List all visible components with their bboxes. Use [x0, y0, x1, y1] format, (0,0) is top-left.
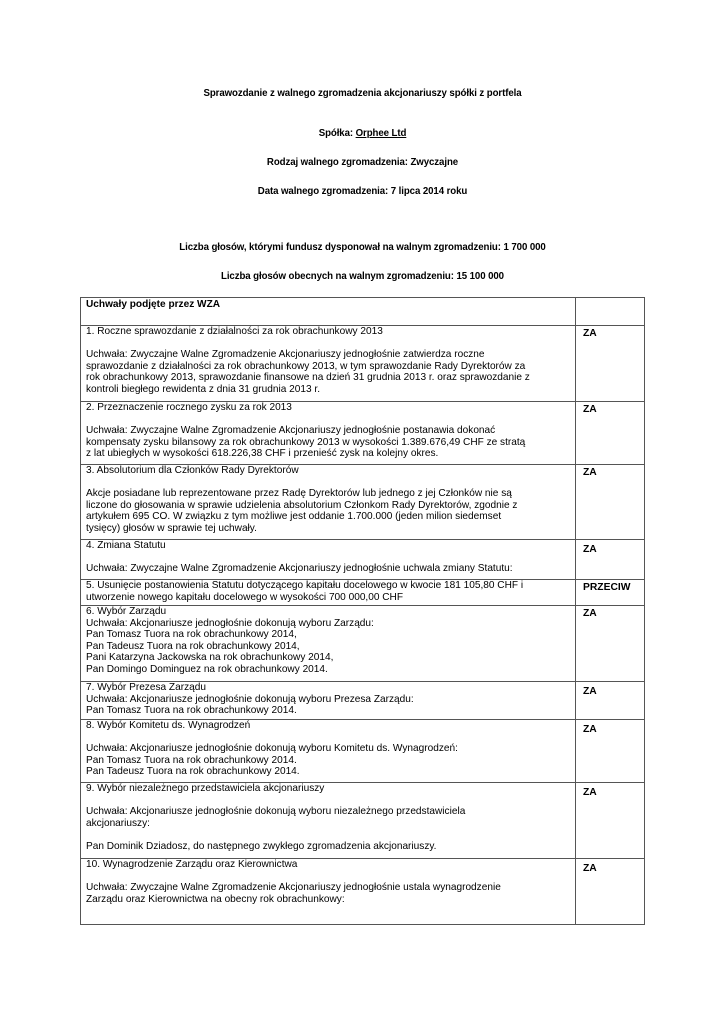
table-row: [81, 859, 645, 925]
resolutions-table: [80, 297, 645, 925]
resolution-title: 5. Usunięcie postanowienia Statutu dotyczącego kapitału docelowego w kwocie 181 105,80 CHF i: [86, 580, 524, 591]
resolution-title: 1. Roczne sprawozdanie z działalności za rok obrachunkowy 2013: [86, 326, 383, 337]
meeting-type: Rodzaj walnego zgromadzenia: Zwyczajne: [266, 157, 459, 168]
resolution-cell: [81, 720, 576, 783]
vote-result: ZA: [576, 540, 645, 580]
table-row: [81, 402, 645, 465]
resolution-cell: [81, 606, 576, 682]
resolution-text-line: Uchwała: Zwyczajne Walne Zgromadzenie Akcjonariuszy jednogłośnie uchwala zmiany Statutu:: [86, 563, 513, 575]
resolution-text-line: z lat ubiegłych w wysokości 618.226,38 CHF i przenieść zysk na kolejny okres.: [86, 448, 439, 460]
resolution-cell: [81, 326, 576, 402]
resolution-cell: [81, 540, 576, 580]
vote-result: ZA: [576, 783, 645, 859]
resolution-text-line: Pan Tadeusz Tuora na rok obrachunkowy 2014,: [86, 640, 300, 652]
resolution-text-line: Pan Tadeusz Tuora na rok obrachunkowy 2014.: [86, 766, 300, 778]
table-heading: Uchwały podjęte przez WZA: [81, 298, 576, 326]
resolution-text-line: kompensaty zysku bilansowy za rok obrachunkowy 2013 w wysokości 1.389.676,49 CHF ze stratą: [86, 436, 526, 448]
vote-result: ZA: [576, 720, 645, 783]
resolution-text-line: Pan Tomasz Tuora na rok obrachunkowy 2014,: [86, 629, 297, 641]
resolution-title: 3. Absolutorium dla Członków Rady Dyrektorów: [86, 465, 299, 476]
table-row: [81, 540, 645, 580]
table-row: [81, 326, 645, 402]
table-heading-empty: [576, 298, 645, 326]
resolution-text-line: Uchwała: Zwyczajne Walne Zgromadzenie Akcjonariuszy jednogłośnie ustala wynagrodzenie: [86, 882, 501, 894]
resolution-text-line: sprawozdanie z działalności za rok obrachunkowy 2013, w tym sprawozdanie Rady Dyrektorów za: [86, 360, 526, 372]
table-row: [81, 606, 645, 682]
resolution-text-line: kontroli biegłego rewidenta z dnia 31 grudnia 2013 r.: [86, 383, 320, 395]
resolution-title: 8. Wybór Komitetu ds. Wynagrodzeń: [86, 720, 251, 731]
vote-result: ZA: [576, 326, 645, 402]
resolution-text-line: Uchwała: Zwyczajne Walne Zgromadzenie Akcjonariuszy jednogłośnie postanawia dokonać: [86, 425, 496, 437]
resolution-cell: [81, 682, 576, 720]
resolution-text-line: tysięcy) głosów w sprawie tej uchwały.: [86, 522, 257, 534]
resolution-text-line: Uchwała: Akcjonariusze jednogłośnie dokonują wyboru Prezesa Zarządu:: [86, 693, 414, 705]
resolution-text-line: Pan Dominik Dziadosz, do następnego zwykłego zgromadzenia akcjonariuszy.: [86, 840, 437, 852]
resolution-cell: [81, 465, 576, 540]
resolution-text-line: Uchwała: Akcjonariusze jednogłośnie dokonują wyboru Zarządu:: [86, 617, 374, 629]
table-row: [81, 682, 645, 720]
present-votes: Liczba głosów obecnych na walnym zgromadzeniu: 15 100 000: [221, 271, 504, 282]
resolution-text-line: Uchwała: Akcjonariusze jednogłośnie dokonują wyboru Komitetu ds. Wynagrodzeń:: [86, 743, 458, 755]
resolution-text-line: Pan Domingo Dominguez na rok obrachunkowy 2014.: [86, 663, 328, 675]
vote-result: ZA: [576, 859, 645, 925]
table-header-row: [81, 298, 645, 326]
resolution-text-line: Uchwała: Akcjonariusze jednogłośnie dokonują wyboru niezależnego przedstawiciela: [86, 806, 466, 818]
resolution-text-line: Akcje posiadane lub reprezentowane przez Radę Dyrektorów lub jednego z jej Członków nie są: [86, 488, 512, 500]
resolution-text-line: rok obrachunkowy 2013, sprawozdanie finansowe na dzień 31 grudnia 2013 r. oraz sprawozdanie z: [86, 372, 530, 384]
resolution-title: 9. Wybór niezależnego przedstawiciela akcjonariuszy: [86, 783, 325, 794]
company-name: Orphee Ltd: [355, 128, 407, 139]
resolution-text-line: Uchwała: Zwyczajne Walne Zgromadzenie Akcjonariuszy jednogłośnie zatwierdza roczne: [86, 349, 485, 361]
resolution-title: 4. Zmiana Statutu: [86, 540, 166, 551]
table-row: [81, 465, 645, 540]
resolution-text-line: artykułem 695 CO. W związku z tym możliwe jest oddanie 1.700.000 (jeden milion siedemset: [86, 511, 502, 523]
resolution-text-line: akcjonariuszy:: [86, 817, 150, 829]
resolution-text-line: Pan Tomasz Tuora na rok obrachunkowy 2014.: [86, 705, 297, 717]
resolution-title: 10. Wynagrodzenie Zarządu oraz Kierownictwa: [86, 859, 298, 870]
resolution-cell: [81, 783, 576, 859]
resolution-cell: [81, 859, 576, 925]
resolution-title: 2. Przeznaczenie rocznego zysku za rok 2013: [86, 402, 292, 413]
resolution-cell: [81, 402, 576, 465]
vote-result: PRZECIW: [576, 580, 645, 606]
vote-result: ZA: [576, 402, 645, 465]
resolution-text-line: liczone do głosowania w sprawie udzielenia absolutorium Członkom Rady Dyrektorów, zgodnie z: [86, 499, 518, 511]
table-row: [81, 720, 645, 783]
table-row: [81, 783, 645, 859]
resolution-text-line: Pan Tomasz Tuora na rok obrachunkowy 2014.: [86, 754, 297, 766]
report-title: Sprawozdanie z walnego zgromadzenia akcjonariuszy spółki z portfela: [203, 88, 522, 99]
meeting-date: Data walnego zgromadzenia: 7 lipca 2014 roku: [257, 186, 468, 197]
resolution-title-cont: utworzenie nowego kapitału docelowego w wysokości 700 000,00 CHF: [86, 591, 404, 603]
resolution-cell: [81, 580, 576, 606]
table-row: [81, 580, 645, 606]
vote-result: ZA: [576, 606, 645, 682]
resolution-text-line: Zarządu oraz Kierownictwa na obecny rok obrachunkowy:: [86, 893, 345, 905]
fund-votes: Liczba głosów, którymi fundusz dysponował na walnym zgromadzeniu: 1 700 000: [179, 242, 546, 253]
company-line: [22, 128, 704, 139]
vote-result: ZA: [576, 465, 645, 540]
resolution-text-line: Pani Katarzyna Jackowska na rok obrachunkowy 2014,: [86, 652, 334, 664]
resolution-title: 6. Wybór Zarządu: [86, 606, 167, 617]
resolution-title: 7. Wybór Prezesa Zarządu: [86, 682, 206, 693]
company-label: Spółka:: [318, 128, 354, 139]
vote-result: ZA: [576, 682, 645, 720]
